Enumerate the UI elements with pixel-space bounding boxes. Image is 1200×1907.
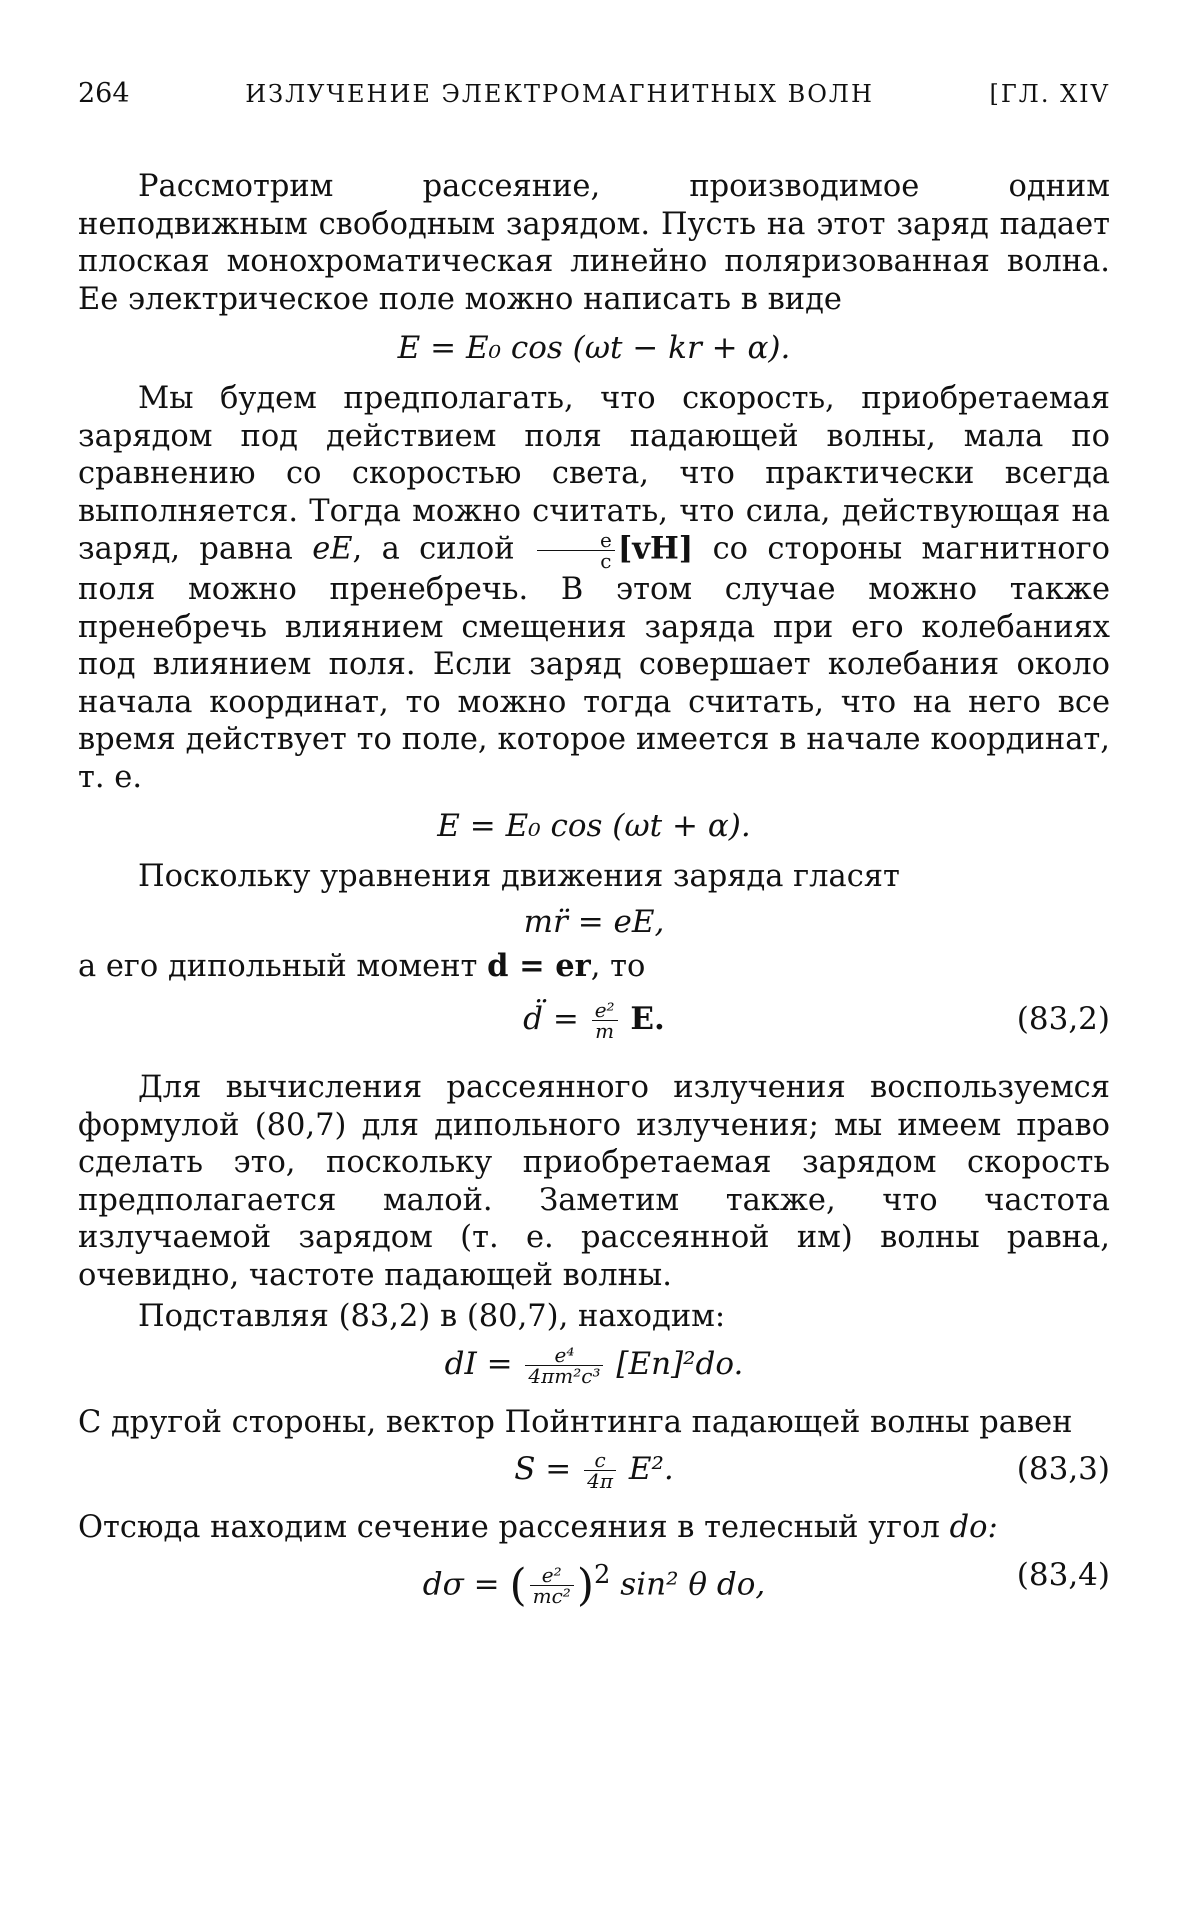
equation-left: S = <box>514 1451 572 1487</box>
fraction-denominator: mc² <box>532 1583 571 1608</box>
equation-fraction <box>584 1450 616 1491</box>
equation-text: E = E₀ cos (ωt − kr + α). <box>397 330 791 366</box>
running-title: ИЗЛУЧЕНИЕ ЭЛЕКТРОМАГНИТНЫХ ВОЛН <box>245 80 874 108</box>
paragraph-8-text: Отсюда находим сечение рассеяния в телесный угол <box>78 1510 950 1545</box>
paragraph-7: С другой стороны, вектор Пойнтинга падающей волны равен <box>78 1404 1073 1440</box>
equation-text: mr̈ = eE, <box>523 903 665 940</box>
equation-number: (83,4) <box>1016 1556 1110 1593</box>
equation-fraction <box>592 1000 618 1041</box>
equation-83-2 <box>78 999 1110 1041</box>
equation-left: d̈ = <box>523 1001 579 1037</box>
equation-intensity <box>78 1344 1110 1386</box>
equation-right: sin² θ do, <box>620 1565 766 1602</box>
inline-fraction-e-over-c <box>537 530 615 571</box>
paragraph-2-part-b: , а силой <box>352 531 534 567</box>
fraction-denominator: c <box>600 549 612 573</box>
left-paren: ( <box>509 1559 527 1611</box>
fraction-numerator: c <box>584 1450 616 1471</box>
inline-dipole: d = er <box>487 947 591 984</box>
paragraph-5: Для вычисления рассеянного излучения воспользуемся формулой (80,7) для дипольного излучения; мы имеем право сделать это, поскольку приобретаемая зарядом скорость предполагается малой. Заметим также, что частота излучаемой зарядом (т. е. рассеянной им) волны равна, очевидно, частоте падающей волны. <box>78 1070 1110 1293</box>
page-body <box>78 168 1111 1611</box>
inline-force-eE: eE <box>312 531 353 567</box>
equation-field-wave <box>78 328 1110 368</box>
fraction-denominator: 4π <box>587 1469 614 1493</box>
square-exponent: 2 <box>593 1559 611 1590</box>
paragraph-1: Рассмотрим рассеяние, производимое одним неподвижным свободным зарядом. Пусть на этот заряд падает плоская монохроматическая линейно поляризованная волна. Ее электрическое поле можно написать в виде <box>78 169 1110 317</box>
paragraph-3: Поскольку уравнения движения заряда гласят <box>138 859 900 894</box>
page-header <box>78 78 1110 109</box>
fraction-denominator: m <box>595 1019 615 1043</box>
equation-left: dσ = <box>422 1565 500 1602</box>
paragraph-2-part-c: со стороны магнитного поля можно пренебречь. В этом случае можно также пренебречь влиянием смещения заряда при его колебаниях под влиянием поля. Если заряд совершает колебания около начала координат, то можно тогда считать, что на него все время действует то поле, которое имеется в начале координат, т. е. <box>78 531 1111 795</box>
right-paren: ) <box>576 1559 594 1611</box>
paragraph-4-part-b: , то <box>590 948 646 984</box>
fraction-denominator: 4πm²c³ <box>528 1363 601 1388</box>
equation-right: E². <box>628 1451 674 1487</box>
equation-83-4 <box>78 1555 1110 1611</box>
fraction-numerator: e <box>537 530 615 551</box>
paragraph-2 <box>78 380 1110 796</box>
equation-motion <box>78 902 1110 942</box>
equation-right: [En]²do. <box>616 1345 744 1382</box>
inline-vH: [vH] <box>617 530 694 567</box>
equation-field-origin <box>78 806 1110 846</box>
paragraph-2-part-a: Мы будем предполагать, что скорость, приобретаемая зарядом под действием поля падающей волны, мала по сравнению со скоростью света, что практически всегда выполняется. Тогда можно считать, что сила, действующая на заряд, равна <box>78 381 1110 567</box>
equation-number: (83,3) <box>1016 1451 1110 1487</box>
inline-solid-angle: do: <box>949 1510 998 1545</box>
equation-left: dI = <box>444 1345 513 1382</box>
paragraph-6: Подставляя (83,2) в (80,7), находим: <box>138 1299 726 1334</box>
chapter-label: [ГЛ. XIV <box>989 80 1110 108</box>
paragraph-4 <box>78 948 1110 986</box>
equation-83-3 <box>78 1449 1110 1491</box>
fraction-numerator: e² <box>530 1565 574 1586</box>
paragraph-8 <box>78 1509 1110 1547</box>
paragraph-4-part-a: а его дипольный момент <box>78 948 488 984</box>
fraction-numerator: e² <box>592 1000 618 1021</box>
equation-right: E. <box>630 1001 665 1037</box>
equation-text: E = E₀ cos (ωt + α). <box>437 808 751 844</box>
equation-fraction <box>530 1562 574 1608</box>
fraction-numerator: e⁴ <box>525 1345 603 1366</box>
equation-fraction <box>525 1342 603 1388</box>
page-number: 264 <box>78 78 130 109</box>
equation-number: (83,2) <box>1016 1001 1110 1037</box>
